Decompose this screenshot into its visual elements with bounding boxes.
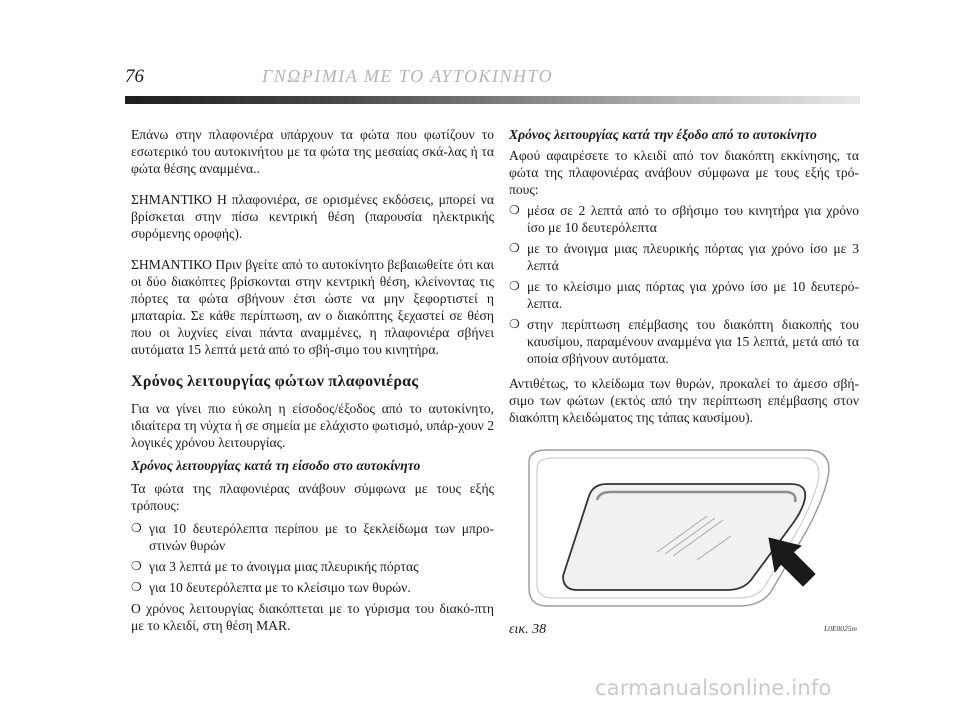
figure-code: L0E0025m (824, 624, 857, 633)
important-note: ΣΗΜΑΝΤΙΚΟ Πριν βγείτε από το αυτοκίνητο βεβαιωθείτε ότι και οι δύο διακόπτες βρίσκονται στην κεντρική θέση, κλείνοντας τις πόρτες τα φώτα σβήνουν έτσι ώστε να μην ξεφορτιστεί η μπαταρία. Σε κάθε περίπτωση, αν ο διακόπτης ξεχαστεί σε θέση που οι λυχνίες είναι πάντα αναμμένες, η πλαφονιέρα σβήνει αυτόματα 15 λεπτά μετά από το σβή-σιμο του κινητήρα. (131, 257, 494, 357)
bullet-icon: ❍ (509, 279, 520, 293)
figure-caption: εικ. 38 (509, 622, 547, 637)
list-item: ❍ στην περίπτωση επέμβασης του διακόπτη διακοπής του καυσίμου, παραμένουν αναμμένα για 15 λεπτά, μετά από τα οποία σβήνουν αυτόματα. (509, 317, 859, 366)
page-header (0, 62, 960, 112)
section-heading: Χρόνος λειτουργίας φώτων πλαφονιέρας (131, 373, 419, 390)
chapter-title: ΓΝΩΡΙΜΙΑ ΜΕ ΤΟ ΑΥΤΟΚΙΝΗΤΟ (262, 66, 554, 86)
figure-38 (507, 440, 862, 650)
bullet-icon: ❍ (131, 521, 142, 535)
paragraph: Αφού αφαιρέσετε το κλειδί από τον διακόπτη εκκίνησης, τα φώτα της πλαφονιέρας ανάβουν σύμφωνα με τους εξής τρό-πους: (509, 148, 859, 197)
header-gradient-bar (125, 96, 860, 104)
bullet-icon: ❍ (509, 203, 520, 217)
paragraph: Τα φώτα της πλαφονιέρας ανάβουν σύμφωνα με τους εξής τρόπους: (131, 481, 494, 513)
list-item: ❍ με το κλείσιμο μιας πόρτας για χρόνο ίσο με 10 δευτερό-λεπτα. (509, 279, 859, 311)
left-column (131, 126, 494, 648)
list-item: ❍ για 10 δευτερόλεπτα με το κλείσιμο των θυρών. (131, 580, 411, 595)
subsection-heading: Χρόνος λειτουργίας κατά την έξοδο από το αυτοκίνητο (509, 127, 817, 142)
watermark: carmanualsonline.info (595, 676, 832, 700)
bullet-icon: ❍ (131, 559, 142, 573)
bullet-icon: ❍ (509, 317, 520, 331)
bullet-icon: ❍ (509, 241, 520, 255)
list-item: ❍ για 10 δευτερόλεπτα περίπου με το ξεκλείδωμα των μπρο-στινών θυρών (131, 521, 494, 553)
page-number: 76 (125, 66, 144, 87)
important-note: ΣΗΜΑΝΤΙΚΟ Η πλαφονιέρα, σε ορισμένες εκδόσεις, μπορεί να βρίσκεται στην πίσω κεντρική θέση (παρουσία ηλεκτρικής συρόμενης οροφής). (131, 192, 494, 241)
ceiling-light-illustration (507, 440, 862, 620)
pointer-arrow-icon (769, 538, 815, 586)
list-item: ❍ για 3 λεπτά με το άνοιγμα μιας πλευρικής πόρτας (131, 559, 419, 574)
paragraph: Επάνω στην πλαφονιέρα υπάρχουν τα φώτα που φωτίζουν το εσωτερικό του αυτοκινήτου με τα φώτα της μεσαίας σκά-λας ή τα φώτα θέσης αναμμένα.. (131, 127, 494, 176)
paragraph: Για να γίνει πιο εύκολη η είσοδος/έξοδος από το αυτοκίνητο, ιδιαίτερα τη νύχτα ή σε σημεία με ελάχιστο φωτισμό, υπάρ-χουν 2 λογικές χρόνου λειτουργίας. (131, 401, 494, 450)
list-item: ❍ μέσα σε 2 λεπτά από το σβήσιμο του κινητήρα για χρόνο ίσο με 10 δευτερόλεπτα (509, 203, 859, 235)
paragraph: Αντιθέτως, το κλείδωμα των θυρών, προκαλεί το άμεσο σβή-σιμο των φώτων (εκτός από την περίπτωση επέμβασης στον διακόπτη κλειδώματος της τάπας καυσίμου). (509, 376, 859, 425)
bullet-list (509, 202, 859, 367)
light-lens (563, 484, 805, 590)
list-item: ❍ με το άνοιγμα μιας πλευρικής πόρτας για χρόνο ίσο με 3 λεπτά (509, 241, 859, 273)
bullet-icon: ❍ (131, 580, 142, 594)
bullet-list (131, 520, 494, 596)
right-column (509, 126, 859, 440)
subsection-heading: Χρόνος λειτουργίας κατά τη είσοδο στο αυτοκίνητο (131, 458, 421, 473)
paragraph: Ο χρόνος λειτουργίας διακόπτεται με το γύρισμα του διακό-πτη με το κλειδί, στη θέση MAR. (131, 601, 494, 633)
